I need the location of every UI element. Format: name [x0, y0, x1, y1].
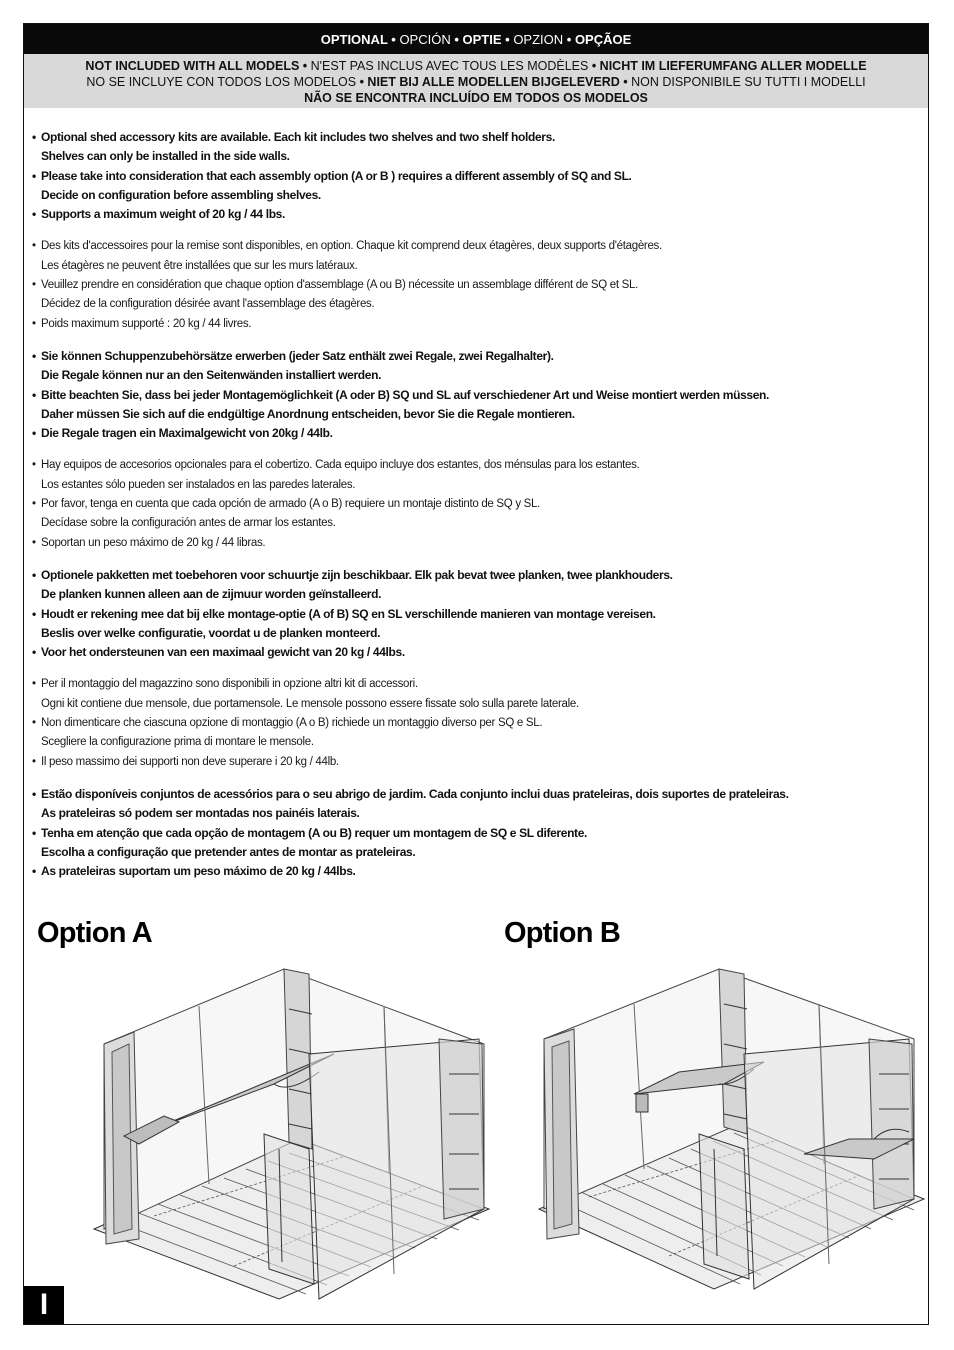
- not-included-de: NICHT IM LIEFERUMFANG ALLER MODELLE: [599, 59, 867, 73]
- paragraph-de: [32, 347, 912, 443]
- paragraph-pt: [32, 785, 912, 881]
- instructions-body: [32, 128, 912, 881]
- bullet: • Il peso massimo dei supporti non deve superare i 20 kg / 44lb.: [32, 753, 912, 772]
- page-label: I: [24, 1286, 64, 1324]
- not-included-notice: NOT INCLUDED WITH ALL MODELS • N'EST PAS INCLUS AVEC TOUS LES MODÈLES • NICHT IM LIEFERUMFANG ALLER MODELLE NO SE INCLUYE CON TODOS LOS MODELOS • NIET BIJ ALLE MODELLEN BIJGELEVERD • NON DISPONIBILE SU TUTTI I MODELLI NÃO SE ENCONTRA INCLUÍDO EM TODOS OS MODELOS: [24, 54, 928, 108]
- optional-en: OPTIONAL: [320, 31, 388, 47]
- not-included-nl: NIET BIJ ALLE MODELLEN BIJGELEVERD: [367, 75, 620, 89]
- bullet: • Houdt er rekening mee dat bij elke montage-optie (A of B) SQ en SL verschillende manieren van montage vereisen. Beslis over welke configuratie, voordat u de planken monteerd.: [32, 605, 912, 644]
- optional-es: OPCIÓN: [399, 31, 451, 47]
- bullet: • Estão disponíveis conjuntos de acessórios para o seu abrigo de jardim. Cada conjunto inclui duas prateleiras, dois suportes de prateleiras. As prateleiras só podem ser montadas nos painéis laterais.: [32, 785, 912, 824]
- paragraph-en: [32, 128, 912, 224]
- bullet: • As prateleiras suportam um peso máximo de 20 kg / 44lbs.: [32, 862, 912, 881]
- bullet: • Por favor, tenga en cuenta que cada opción de armado (A o B) requiere un montaje distinto de SQ y SL. Decídase sobre la configuración antes de armar los estantes.: [32, 495, 912, 534]
- not-included-es: NO SE INCLUYE CON TODOS LOS MODELOS: [86, 75, 357, 89]
- optional-it: OPZION: [513, 31, 564, 47]
- option-a-shed-illustration: [84, 944, 504, 1324]
- bullet: • Soportan un peso máximo de 20 kg / 44 libras.: [32, 534, 912, 553]
- bullet: • Tenha em atenção que cada opção de montagem (A ou B) requer um montagem de SQ e SL diferente. Escolha a configuração que pretender antes de montar as prateleiras.: [32, 824, 912, 863]
- optional-banner: OPTIONAL • OPCIÓN • OPTIE • OPZION • OPÇÃOE: [24, 24, 928, 54]
- bullet: • Optionele pakketten met toebehoren voor schuurtje zijn beschikbaar. Elk pak bevat twee planken, twee plankhouders. De planken kunnen alleen aan de zijmuur worden geïnstalleerd.: [32, 566, 912, 605]
- bullet: • Bitte beachten Sie, dass bei jeder Montagemöglichkeit (A oder B) SQ und SL auf verschiedener Art und Weise montiert werden müssen. Daher müssen Sie sich auf die endgültige Anordnung entscheiden, bevor Sie die Regale montieren.: [32, 386, 912, 425]
- paragraph-it: [32, 675, 912, 771]
- bullet: • Hay equipos de accesorios opcionales para el cobertizo. Cada equipo incluye dos estantes, dos ménsulas para los estantes. Los estantes sólo pueden ser instalados en las paredes laterales.: [32, 456, 912, 495]
- option-b-shed-illustration: [529, 944, 929, 1324]
- optional-nl: OPTIE: [462, 31, 502, 47]
- page-frame: [23, 23, 929, 1325]
- paragraph-nl: [32, 566, 912, 662]
- bullet: • Sie können Schuppenzubehörsätze erwerben (jeder Satz enthält zwei Regale, zwei Regalhalter). Die Regale können nur an den Seitenwänden installiert werden.: [32, 347, 912, 386]
- bullet: • Des kits d'accessoires pour la remise sont disponibles, en option. Chaque kit comprend deux étagères, deux supports d'étagères. Les étagères ne peuvent être installées que sur les murs latéraux.: [32, 237, 912, 276]
- bullet: • Veuillez prendre en considération que chaque option d'assemblage (A ou B) nécessite un assemblage différent de SQ et SL. Décidez de la configuration désirée avant l'assemblage des étagères.: [32, 276, 912, 315]
- bullet: • Optional shed accessory kits are available. Each kit includes two shelves and two shelf holders. Shelves can only be installed in the side walls.: [32, 128, 912, 167]
- bullet: • Die Regale tragen ein Maximalgewicht von 20kg / 44lb.: [32, 424, 912, 443]
- paragraph-es: [32, 456, 912, 552]
- bullet: • Supports a maximum weight of 20 kg / 44 lbs.: [32, 205, 912, 224]
- bullet: • Non dimenticare che ciascuna opzione di montaggio (A o B) richiede un montaggio diverso per SQ e SL. Scegliere la configurazione prima di montare le mensole.: [32, 714, 912, 753]
- optional-pt: OPÇÃOE: [574, 31, 632, 47]
- bullet: • Per il montaggio del magazzino sono disponibili in opzione altri kit di accessori. Ogni kit contiene due mensole, due portamensole. Le mensole possono essere fissate solo sulla parete laterale.: [32, 675, 912, 714]
- option-a-title: Option A: [37, 917, 152, 949]
- bullet: • Poids maximum supporté : 20 kg / 44 livres.: [32, 315, 912, 334]
- not-included-pt: NÃO SE ENCONTRA INCLUÍDO EM TODOS OS MODELOS: [304, 91, 648, 105]
- not-included-en: NOT INCLUDED WITH ALL MODELS: [85, 59, 300, 73]
- not-included-it: NON DISPONIBILE SU TUTTI I MODELLI: [631, 75, 866, 89]
- bullet: • Please take into consideration that each assembly option (A or B ) requires a different assembly of SQ and SL. Decide on configuration before assembling shelves.: [32, 167, 912, 206]
- option-b-title: Option B: [504, 917, 621, 949]
- bullet: • Voor het ondersteunen van een maximaal gewicht van 20 kg / 44lbs.: [32, 643, 912, 662]
- paragraph-fr: [32, 237, 912, 333]
- not-included-fr: N'EST PAS INCLUS AVEC TOUS LES MODÈLES: [310, 59, 589, 73]
